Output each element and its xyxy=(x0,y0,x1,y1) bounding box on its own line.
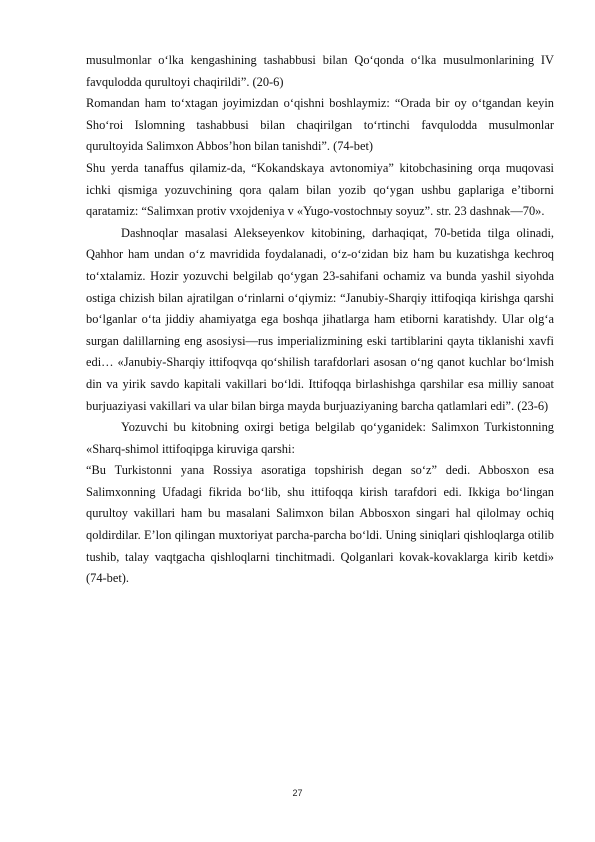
paragraph-5: Yozuvchi bu kitobning oxirgi betiga belgilab qo‘yganidek: Salimxon Turkistonning «Sharq-shimol ittifoqipga kiruviga qarshi: xyxy=(86,420,554,456)
page-number: 27 xyxy=(292,788,303,798)
paragraph-6: “Bu Turkistonni yana Rossiya asoratiga topshirish degan so‘z” dedi. Abbosxon esa Salimxonning Ufadagi fikrida bo‘lib, shu ittifoqqa kirish tarafdori edi. Ikkiga bo‘lingan qurultoy vakillari ham bu masalani Salimxon bilan Abbosxon singari hal qilolmay ochiq qoldirdilar. E’lon qilingan muxtoriyat parcha-parcha bo‘ldi. Uning siniqlari qishloqlarga otilib tushib, talay vaqtgacha qishloqlarni tinchitmadi. Qolganlari kovak-kovaklarga kirib ketdi» (74-bet). xyxy=(86,463,554,586)
paragraph-4: Dashnoqlar masalasi Alekseyenkov kitobining, darhaqiqat, 70-betida tilga olinadi, Qahhor ham undan o‘z mavridida foydalanadi, o‘z-o‘zidan biz ham bu kuzatishga kechroq to‘xtalamiz. Hozir yozuvchi belgilab qo‘ygan 23-sahifani ochamiz va bunda yashil siyohda ostiga chizish bilan ajratilgan o‘rinlarni o‘qiymiz: “Janubiy-Sharqiy ittifoqiqa kirishga qarshi bo‘lganlar o‘ta jiddiy ahamiyatga ega boshqa jihatlarga ham etiborni karatishdy. Ular olg‘a surgan dalillarning eng asosiysi—rus imperializmining eski tartiblarini qayta tiklanishi xavfi edi… «Janubiy-Sharqiy ittifoqvqa qo‘shilish tarafdorlari asosan o‘ng qanot kuchlar bo‘lmish din va yirik savdo kapitali vakillari bo‘ldi. Ittifoqqa birlashishga qarshilar esa milliy sanoat burjuaziyasi vakillari va ular bilan birga mayda burjuaziyaning barcha qatlamlari edi”. (23-6) xyxy=(86,225,554,413)
paragraph-2: Romandan ham to‘xtagan joyimizdan o‘qishni boshlaymiz: “Orada bir oy o‘tgandan keyin Sho‘roi Islomning tashabbusi bilan chaqirilgan to‘rtinchi favqulodda musulmonlar qurultoyida Salimxon Abbos’hon bilan tanishdi”. (74-bet) xyxy=(86,96,554,154)
paragraph-1: musulmonlar o‘lka kengashining tashabbusi bilan Qo‘qonda o‘lka musulmonlarining IV favqulodda qurultoyi chaqirildi”. (20-6) xyxy=(86,53,554,89)
document-body xyxy=(86,50,554,590)
paragraph-3: Shu yerda tanaffus qilamiz-da, “Kokandskaya avtonomiya” kitobchasining orqa muqovasi ichki qismiga yozuvchining qora qalam bilan yozib qo‘ygan ushbu gaplariga e’tiborni qaratamiz: “Salimxan protiv vxojdeniya v «Yugo-vostochnыy soyuz”. str. 23 dashnak—70». xyxy=(86,160,554,219)
